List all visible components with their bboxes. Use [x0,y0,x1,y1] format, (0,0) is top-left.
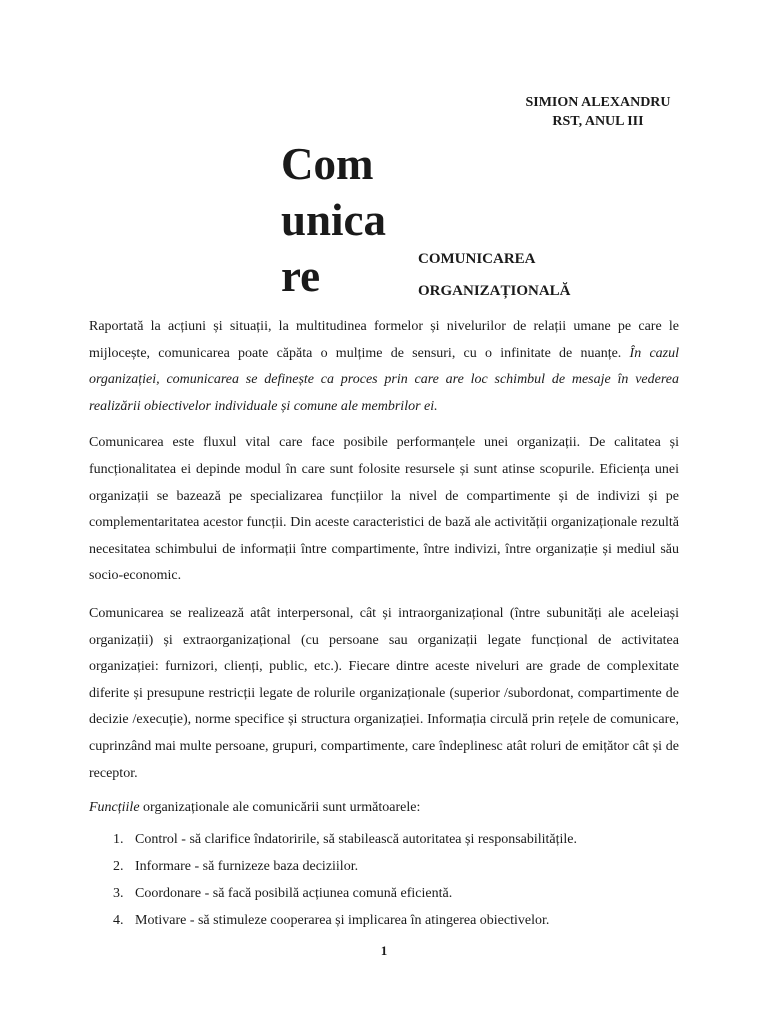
section-title [418,243,571,307]
paragraph-italic-text: În cazul organizației, comunicarea se definește ca proces prin care are loc schimbul de mesaje în vederea realizării obiectivelor individuale și comune ale membrilor ei. [89,345,679,414]
paragraph: Comunicarea se realizează atât interpersonal, cât și intraorganizațional (între subunități ale aceleiași organizații) și extraorganizațional (cu persoane sau organizații legate funcțional de activitatea organizației: furnizori, clienți, public, etc.). Fiecare dintre aceste niveluri are grade de complexitate diferite și presupune restricții legate de rolurile organizaționale (superior /subordonat, compartimente de decizie /execuție), norme specifice și structura organizației. Informația circulă prin rețele de comunicare, cuprinzând mai multe persoane, grupuri, compartimente, care îndeplinesc atât roluri de emițător cât și de receptor. [89,605,679,781]
functions-intro [89,795,679,822]
body-text [89,314,679,832]
list-number: 4. [113,913,124,928]
author-name: SIMION ALEXANDRU [525,95,671,110]
list-item-text: Informare - să furnizeze baza deciziilor. [135,859,359,874]
functions-intro-italic: Funcțiile [89,800,140,816]
large-title-line: Com [281,139,374,189]
list-item-text: Motivare - să stimuleze cooperarea și implicarea în atingerea obiectivelor. [135,913,550,928]
page-number: 1 [380,943,388,958]
list-item-text: Coordonare - să facă posibilă acțiunea comună eficientă. [135,886,453,901]
list-item [113,826,673,853]
functions-list [113,826,673,934]
list-item [113,853,673,880]
large-title [281,136,401,304]
paragraph [89,314,679,420]
author-group: RST, ANUL III [552,114,644,129]
list-number: 2. [113,859,124,874]
list-item [113,880,673,907]
paragraph-text: Raportată la acțiuni și situații, la multitudinea formelor și nivelurilor de relații umane pe care le mijlocește, comunicarea poate căpăta o mulțime de sensuri, cu o infinitate de nuanțe. [89,319,679,361]
functions-intro-text: organizaționale ale comunicării sunt următoarele: [139,800,421,816]
list-number: 3. [113,886,124,901]
paragraph: Comunicarea este fluxul vital care face posibile performanțele unei organizații. De calitatea și funcționalitatea ei depinde modul în care sunt folosite resursele și sunt atinse scopurile. Eficiența unei organizații se bazează pe specializarea funcțiilor la nivel de compartimente și de indivizi și pe complementaritatea acestor funcții. Din aceste caracteristici de bază ale activității organizaționale rezultă necesitatea schimbului de informații între compartimente, între indivizi, între organizație și mediul său socio-economic. [89,435,679,584]
large-title-line: re [281,251,321,301]
section-title-line: COMUNICAREA [418,251,536,267]
list-item-text: Control - să clarifice îndatoririle, să stabilească autoritatea și responsabilitățile. [135,832,578,847]
list-item [113,907,673,934]
large-title-line: unica [281,195,387,245]
list-number: 1. [113,832,124,847]
section-title-line: ORGANIZAȚIONALĂ [418,283,571,299]
author-block [440,93,756,131]
